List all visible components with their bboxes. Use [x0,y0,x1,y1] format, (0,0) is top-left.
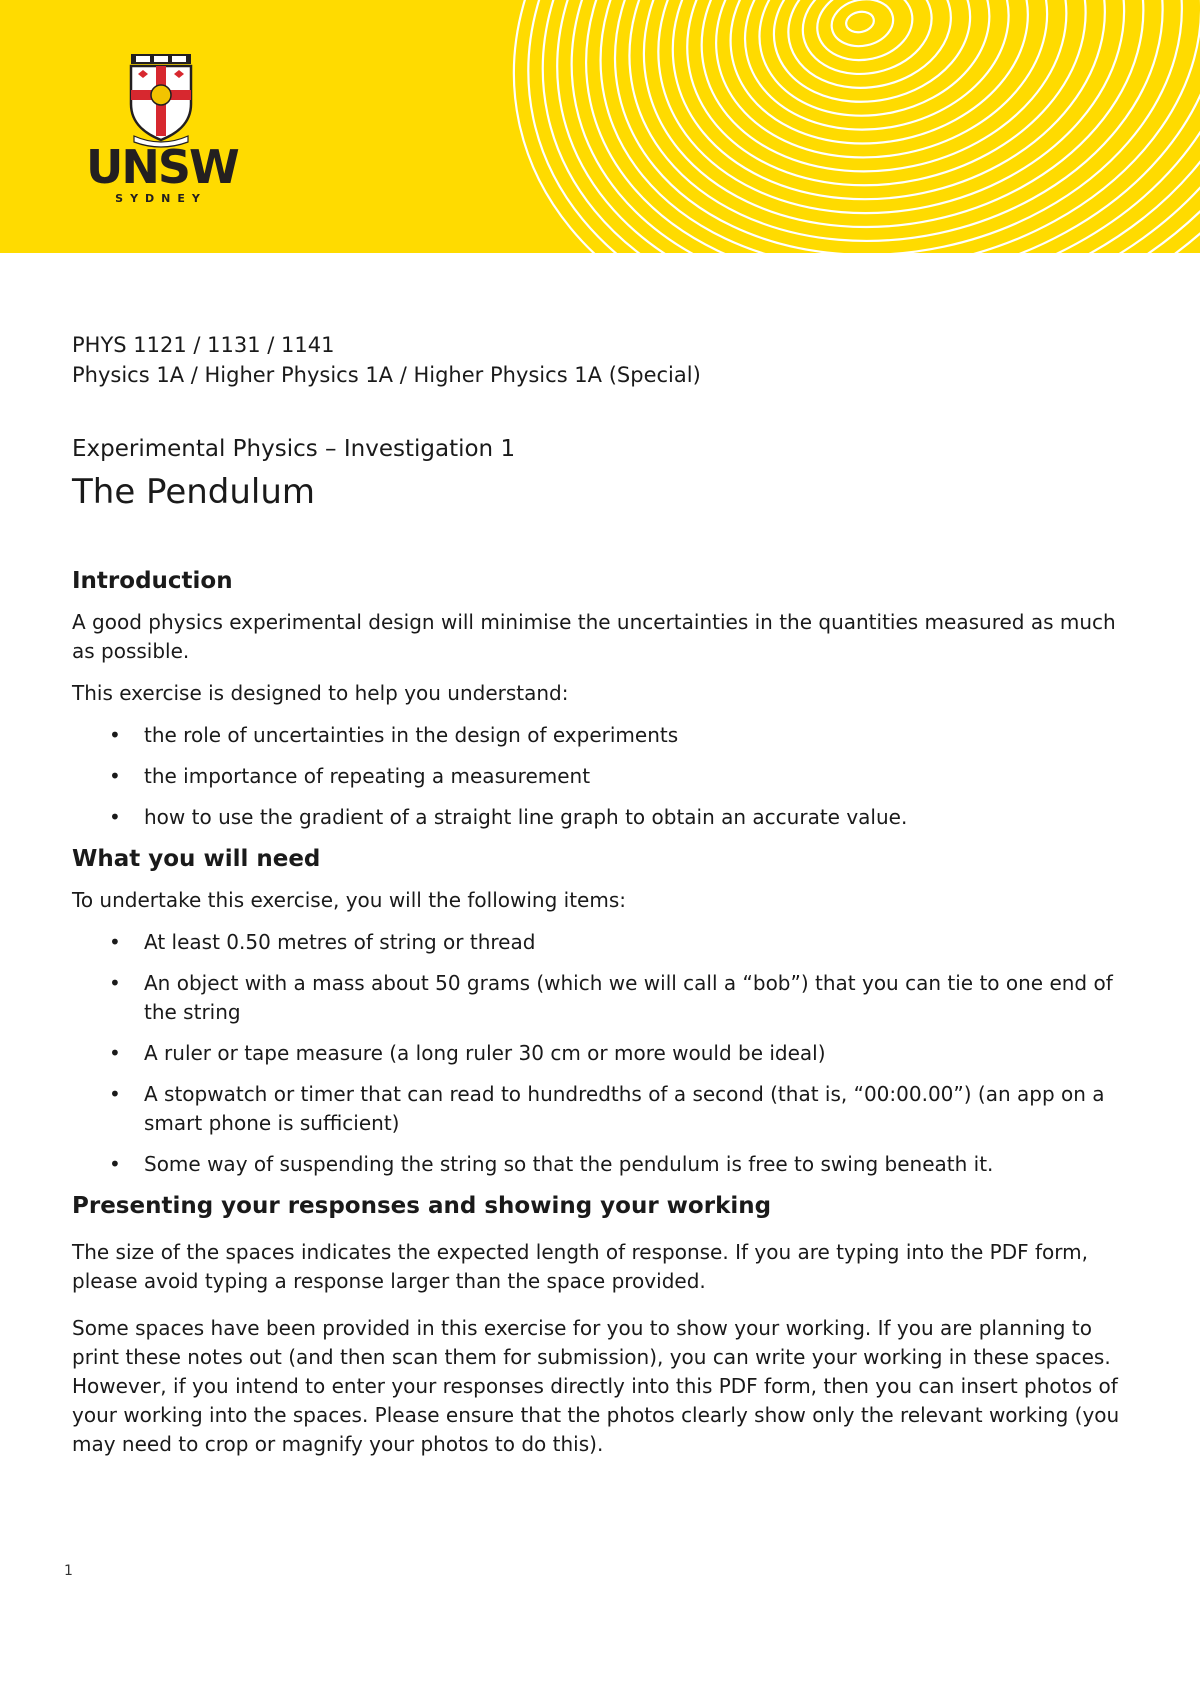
presenting-heading: Presenting your responses and showing your working [72,1193,772,1219]
list-item: • how to use the gradient of a straight line graph to obtain an accurate value. [72,803,1132,832]
introduction-paragraph-2: This exercise is designed to help you understand: [72,681,569,705]
introduction-paragraph-1: A good physics experimental design will minimise the uncertainties in the quantities measured as much as possible. [72,610,1116,663]
investigation-series: Experimental Physics – Investigation 1 [72,436,516,462]
document-body [72,330,1132,1459]
unsw-logo [86,52,236,212]
contour-ring [556,0,1200,253]
contour-ring [726,0,1028,153]
introduction-heading: Introduction [72,568,233,594]
page-number: 1 [64,1563,73,1579]
university-crest-icon [128,52,194,148]
what-you-need-paragraph: To undertake this exercise, you will the following items: [72,888,627,912]
contour-ring [810,0,919,69]
list-item: • the role of uncertainties in the design of experiments [72,721,1132,750]
logo-subtitle: SYDNEY [115,192,207,205]
list-item: • A stopwatch or timer that can read to hundredths of a second (that is, “00:00.00”) (an app on a smart phone is sufficient) [72,1080,1132,1138]
contour-ring [573,0,1200,253]
header-banner [0,0,1200,253]
list-item: • the importance of repeating a measurement [72,762,1132,791]
logo-wordmark: UNSW [86,140,238,194]
contour-ring [844,9,876,34]
list-item: • An object with a mass about 50 grams (which we will call a “bob”) that you can tie to one end of the string [72,969,1132,1027]
course-name: Physics 1A / Higher Physics 1A / Higher Physics 1A (Special) [72,363,701,387]
contour-ring [827,0,897,52]
what-you-need-heading: What you will need [72,846,321,872]
introduction-list [72,721,1132,832]
list-item: • At least 0.50 metres of string or thread [72,928,1132,957]
contour-ring [675,0,1093,204]
presenting-paragraph-1: The size of the spaces indicates the expected length of response. If you are typing into the PDF form, please avoid typing a response larger than the space provided. [72,1240,1088,1293]
requirements-list [72,928,1132,1179]
course-code: PHYS 1121 / 1131 / 1141 [72,333,335,357]
presenting-paragraph-2: Some spaces have been provided in this exercise for you to show your working. If you are planning to print these notes out (and then scan them for submission), you can write your working in these spaces. However, if you intend to enter your responses directly into this PDF form, then you can insert photos of your working into the spaces. Please ensure that the photos clearly show only the relevant working (you may need to crop or magnify your photos to do this). [72,1316,1120,1456]
list-item: • Some way of suspending the string so that the pendulum is free to swing beneath it. [72,1150,1132,1179]
list-item: • A ruler or tape measure (a long ruler 30 cm or more would be ideal) [72,1039,1132,1068]
page-title: The Pendulum [72,472,316,512]
